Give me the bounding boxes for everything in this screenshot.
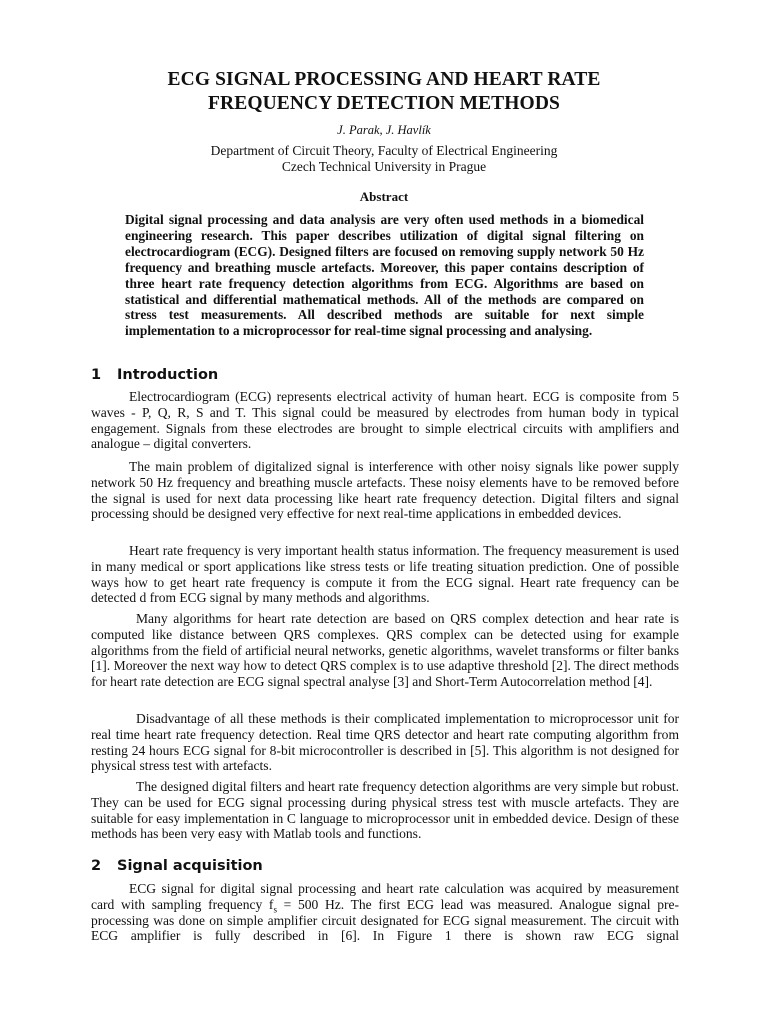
section-heading-introduction: [91, 366, 218, 384]
paper-title-line-2: FREQUENCY DETECTION METHODS: [208, 93, 560, 114]
paragraph-text-after-subscript: = 500 Hz. The first ECG lead was measured. Analogue signal pre-processing was done on simple amplifier circuit designated for ECG signal measurement. The circuit with ECG amplifier is fully described in [6]. In Figure 1 there is shown raw ECG signal: [91, 896, 679, 944]
intro-paragraph-1: Electrocardiogram (ECG) represents electrical activity of human heart. ECG is composite from 5 waves - P, Q, R, S and T. This signal could be measured by electrodes from human body in typical engagement. Signals from these electrodes are brought to simple electrical circuits with amplifiers and analogue – digital converters.: [91, 389, 679, 452]
section-heading-signal-acquisition: [91, 857, 263, 875]
signal-acquisition-paragraph-1: [91, 881, 679, 944]
intro-paragraph-4: Many algorithms for heart rate detection are based on QRS complex detection and hear rate is computed like distance between QRS complexes. QRS complex can be detected using for example algorithms from the field of artificial neural networks, genetic algorithms, wavelet transforms or filter banks [1]. Moreover the next way how to detect QRS complex is to use adaptive threshold [2]. The direct methods for heart rate detection are ECG signal spectral analyse [3] and Short-Term Autocorrelation method [4].: [91, 611, 679, 690]
intro-paragraph-3: Heart rate frequency is very important health status information. The frequency measurement is used in many medical or sport applications like stress tests or life treating situation prediction. One of possible ways how to get heart rate frequency is compute it from the ECG signal. Heart rate frequency can be detected d from ECG signal by many methods and algorithms.: [91, 543, 679, 606]
abstract-heading: Abstract: [359, 189, 409, 204]
intro-paragraph-2: The main problem of digitalized signal is interference with other noisy signals like power supply network 50 Hz frequency and breathing muscle artefacts. These noisy elements have to be removed before the signal is used for next data processing like heart rate frequency detection. Digital filters and signal processing should be designed very effective for next real-time applications in embedded devices.: [91, 459, 679, 522]
paragraph-text-before-subscript: ECG signal for digital signal processing and heart rate calculation was acquired by measurement card with sampling frequency f: [91, 881, 679, 912]
abstract-text: Digital signal processing and data analysis are very often used methods in a biomedical engineering research. This paper describes utilization of digital signal filtering on electrocardiogram (ECG). Designed filters are focused on removing supply network 50 Hz frequency and breathing muscle artefacts. Moreover, this paper contains description of three heart rate frequency detection algorithms from ECG. Algorithms are based on statistical and differential mathematical methods. All of the methods are compared on stress test measurements. All described methods are suitable for next simple implementation to a microprocessor for real-time signal processing and analysing.: [125, 212, 644, 339]
section-number: 1: [91, 367, 102, 383]
paper-title-line-1: ECG SIGNAL PROCESSING AND HEART RATE: [167, 69, 601, 90]
section-title: Signal acquisition: [117, 858, 263, 874]
section-number: 2: [91, 858, 102, 874]
intro-paragraph-6: The designed digital filters and heart rate frequency detection algorithms are very simple but robust. They can be used for ECG signal processing during physical stress test with muscle artefacts. They are suitable for easy implementation in C language to microprocessor unit in embedded device. Design of these methods has been very easy with Matlab tools and functions.: [91, 779, 679, 842]
affiliation-line-2: Czech Technical University in Prague: [281, 159, 487, 174]
intro-paragraph-5: Disadvantage of all these methods is their complicated implementation to microprocessor unit for real time heart rate frequency detection. Real time QRS detector and heart rate computing algorithm from resting 24 hours ECG signal for 8-bit microcontroller is described in [5]. This algorithm is not designed for physical stress test with artefacts.: [91, 711, 679, 774]
affiliation-line-1: Department of Circuit Theory, Faculty of Electrical Engineering: [210, 143, 558, 158]
authors: J. Parak, J. Havlík: [337, 123, 431, 137]
sampling-frequency-subscript: s: [273, 904, 277, 915]
section-title: Introduction: [117, 367, 219, 383]
